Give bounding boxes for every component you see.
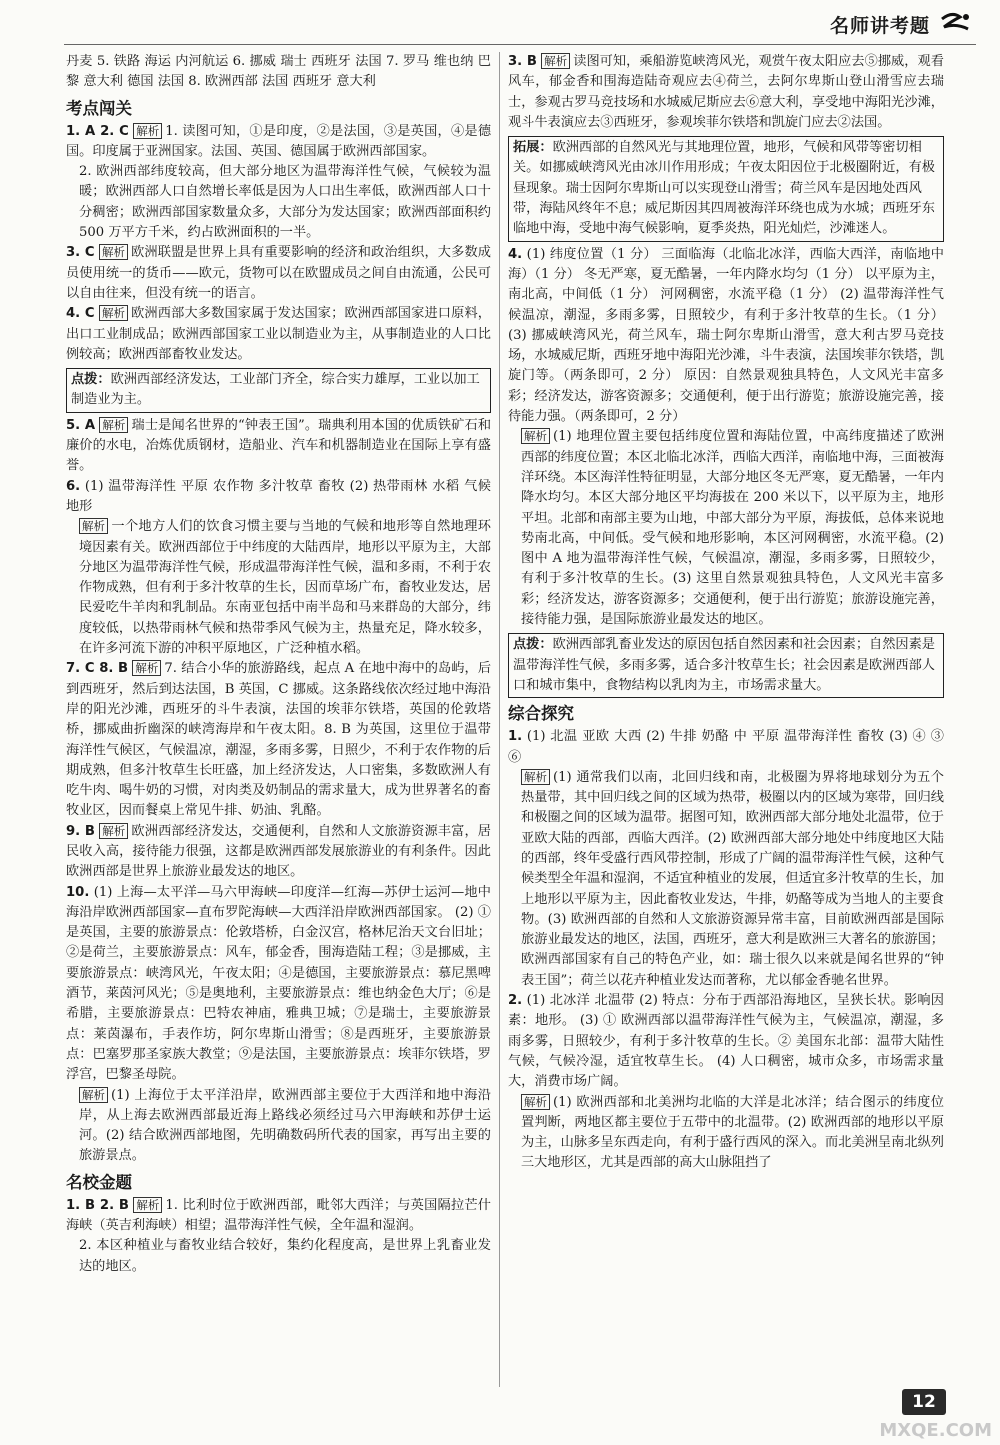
- tip-box: [66, 368, 491, 413]
- analysis-tag: 解析: [79, 1087, 108, 1103]
- answer-text: 瑞士是闻名世界的“钟表王国”。瑞典利用本国的优质铁矿石和廉价的水电，冶炼优质钢材，造船业、汽车和机器制造业在国际上享有盛誉。: [66, 417, 492, 474]
- answer-number: 1.: [508, 729, 523, 745]
- section-title: 考点闯关: [66, 98, 132, 118]
- explore-answer-1: [508, 727, 944, 768]
- site-watermark: MXQE.COM: [879, 1420, 992, 1441]
- extension-box: [508, 136, 944, 241]
- answer-text: 7. 结合小华的旅游路线，起点 A 在地中海中的岛屿，后到西班牙，然后到达法国，B 英国，C 挪威。这条路线依次经过地中海沿岸的阳光沙滩，西班牙的斗牛表演，法国的埃菲尔铁塔，英国的伦敦塔桥，挪威曲折幽深的峡湾海岸和午夜太阳。8. B 为英国，这里位于温带海洋性气候区，气候温凉，潮湿，多雨多雾，日照少，不利于农作物的后期成熟，但多汁牧草生长旺盛，加上经济发达，人口密集，多数欧洲人有吃牛肉、喝牛奶的习惯，对肉类及奶制品的需求量大，成为世界著名的畜牧业区，因而餐桌上常见牛排、奶油、乳酪。: [66, 661, 492, 819]
- answer-text: 欧洲西部经济发达，交通便利，自然和人文旅游资源丰富，居民收入高，接待能力很强，这都是欧洲西部发展旅游业的有利条件。因此欧洲西部是世界上旅游业最发达的地区。: [66, 823, 491, 880]
- analysis-tag: 解析: [79, 518, 108, 534]
- brand-logo-icon: [938, 11, 972, 37]
- analysis-text: 一个地方人们的饮食习惯主要与当地的气候和地形等自然地理环境因素有关。欧洲西部位于中纬度的大陆西岸，地形以平原为主，大部分地区为温带海洋性气候，形成温带海洋性气候，温和多雨，不利于农作物成熟，但有利于多汁牧草的生长，因而草场广布，畜牧业发达，居民爱吃牛羊肉和乳制品。东南亚包括中南半岛和马来群岛的大部分，纬度较低，以热带雨林气候和热带季风气候为主，热量充足，降水较多，在许多河流下游的冲积平原地区，广泛种植水稻。: [79, 519, 491, 657]
- answer-number: 4.: [508, 246, 523, 262]
- answer-number: 1. A 2. C: [66, 123, 129, 139]
- answer-number: 5. A: [66, 417, 96, 433]
- answer-text: 欧洲西部大多数国家属于发达国家；欧洲西部国家进口原料，出口工业制成品；欧洲西部国家工业以制造业为主，从事制造业的人口比例较高；欧洲西部畜牧业发达。: [66, 306, 491, 362]
- right-column: [508, 52, 944, 1174]
- column-divider: [499, 52, 500, 1387]
- answer-number: 10.: [66, 884, 90, 900]
- answer-text: 读图可知，乘船游览峡湾风光，观赏午夜太阳应去⑤挪威，观看风车，郁金香和围海造陆奇观应去④荷兰，去阿尔卑斯山登山滑雪应去瑞士，参观古罗马竞技场和水城威尼斯应去⑥意大利，享受地中海阳光沙滩，观斗牛表演应去③西班牙，参观埃菲尔铁塔和凯旋门应去②法国。: [508, 54, 944, 130]
- answer-number: 1. B 2. B: [66, 1197, 129, 1213]
- answer-number: 4. C: [66, 306, 95, 322]
- analysis-text: (1) 上海位于太平洋沿岸，欧洲西部主要位于大西洋和地中海沿岸，从上海去欧洲西部最近海上路线必须经过马六甲海峡和苏伊士运河。(2) 结合欧洲西部地图，先明确数码所代表的国家，再写出主要的旅游景点。: [79, 1087, 491, 1164]
- analysis-tag: 解析: [133, 1197, 162, 1213]
- explore-answer-2: [508, 991, 944, 1092]
- analysis-tag: 解析: [99, 417, 128, 433]
- analysis-explore-1: [508, 768, 944, 991]
- answer-text: (1) 北冰洋 北温带 (2) 特点：分布于西部沿海地区，呈狭长状。影响因素：地形。 (3) ① 欧洲西部以温带海洋性气候为主，气候温凉，潮湿，多雨多雾，日照较少，有利于多汁牧草的生长。② 美国东北部：温带大陆性气候，气候冷湿，适宜牧草生长。 (4) 人口稠密，城市众多，市场需求量大，消费市场广阔。: [508, 993, 944, 1090]
- analysis-tag: 解析: [132, 660, 161, 676]
- answer-text: (1) 纬度位置（1 分） 三面临海（北临北冰洋，西临大西洋，南临地中海）（1 分） 冬无严寒，夏无酷暑，一年内降水均匀（1 分） 以平原为主，南北高，中间低（1 分） 河网稠密，水流平稳（1 分） (2) 温带海洋性气候温凉，潮湿，多雨多雾，日照较少，有利于多汁牧草的生长。（1 分） (3) 挪威峡湾风光，荷兰风车，瑞士阿尔卑斯山滑雪，意大利古罗马竞技场，水城威尼斯，西班牙地中海阳光沙滩，斗牛表演，法国埃菲尔铁塔，凯旋门等。（两条即可，2 分） 原因：自然景观独具特色，人文风光丰富多彩；经济发达，游客资源多；交通便利，便于出行游览；旅游设施完善，接待能力强。（两条即可，2 分）: [508, 246, 944, 425]
- answer-text: 2. 本区种植业与畜牧业结合较好，集约化程度高，是世界上乳畜业发达的地区。: [79, 1238, 491, 1274]
- analysis-tag: 解析: [133, 123, 162, 139]
- analysis-tag: 解析: [99, 244, 128, 260]
- section-title: 名校金题: [66, 1172, 132, 1192]
- school-answer-4: [508, 245, 944, 428]
- tip-text: 欧洲西部经济发达，工业部门齐全，综合实力雄厚，工业以加工制造业为主。: [71, 372, 480, 408]
- intro-text: 丹麦 5. 铁路 海运 内河航运 6. 挪威 瑞士 西班牙 法国 7. 罗马 维也纳 巴黎 意大利 德国 法国 8. 欧洲西部 法国 西班牙 意大利: [66, 54, 491, 90]
- answer-10: [66, 883, 491, 1086]
- analysis-10: [66, 1086, 491, 1167]
- answer-number: 9. B: [66, 823, 95, 839]
- answer-text: 1. 比利时位于欧洲西部，毗邻大西洋；与英国隔拉芒什海峡（英吉利海峡）相望；温带海洋性气候，全年温和湿润。: [66, 1197, 491, 1234]
- analysis-tag: 解析: [521, 428, 550, 444]
- analysis-text: (1) 通常我们以南，北回归线和南，北极圈为界将地球划分为五个热量带，其中回归线之间的区域为热带，极圈以内的区域为寒带，回归线和极圈之间的区域为温带。据图可知，欧洲西部大部分地处北温带，位于亚欧大陆的西部，西临大西洋。(2) 欧洲西部大部分地处中纬度地区大陆的西部，终年受盛行西风带控制，形成了广阔的温带海洋性气候，这种气候类型全年温和湿润，不适宜种植业的发展，但适宜多汁牧草的生长，加上地形以平原为主，因此畜牧业发达，牛排，奶酪等成为当地人的主要食物。(3) 欧洲西部的自然和人文旅游资源异常丰富，目前欧洲西部是国际旅游业最发达的地区，法国，西班牙，意大利是欧洲三大著名的旅游国；欧洲西部国家有自己的特色产业，如：瑞士很久以来就是闻名世界的“钟表王国”；荷兰以花卉种植业发达而著称，尤以郁金香驰名世界。: [521, 769, 944, 988]
- analysis-tag: 解析: [541, 53, 570, 69]
- answer-text: 欧洲联盟是世界上具有重要影响的经济和政治组织，大多数成员使用统一的货币——欧元，货物可以在欧盟成员之间自由流通，公民可以自由往来，但没有统一的语言。: [66, 245, 491, 301]
- analysis-text: (1) 地理位置主要包括纬度位置和海陆位置，中高纬度描述了欧洲西部的纬度位置；本区北临北冰洋，西临大西洋，南临地中海，三面被海洋环绕。本区海洋性特征明显，大部分地区冬无严寒，夏无酷暑，一年内降水均匀。本区大部分地区平均海拔在 200 米以下，以平原为主，地形平坦。北部和南部主要为山地，中部大部分为平原，海拔低，总体来说地势南北高，中间低。受气候和地形影响，本区河网稠密，水流平稳。(2) 图中 A 地为温带海洋性气候，气候温凉，潮湿，多雨多雾，日照较少，有利于多汁牧草的生长。(3) 这里自然景观独具特色，人文风光丰富多彩；经济发达，游客资源多；交通便利，便于出行游览；旅游设施完善，接待能力强，是国际旅游业最发达的地区。: [521, 429, 944, 628]
- answer-9: [66, 822, 491, 883]
- answer-4: [66, 304, 491, 365]
- school-answer-1: [66, 1196, 491, 1237]
- analysis-4: [508, 427, 944, 630]
- page-number: 12: [902, 1389, 946, 1415]
- header-rule: [64, 44, 976, 45]
- analysis-tag: 解析: [99, 823, 128, 839]
- tip-text: 欧洲西部乳畜业发达的原因包括自然因素和社会因素；自然因素是温带海洋性气候，多雨多雾，适合多汁牧草生长；社会因素是欧洲西部人口和城市集中，食物结构以乳肉为主，市场需求量大。: [513, 637, 935, 693]
- analysis-tag: 解析: [99, 305, 128, 321]
- answer-text: (1) 北温 亚欧 大西 (2) 牛排 奶酪 中 平原 温带海洋性 畜牧 (3) ④ ③ ⑥: [508, 729, 944, 765]
- answer-text: 1. 读图可知，①是印度，②是法国，③是英国，④是德国。印度属于亚洲国家。法国、英国、德国属于欧洲西部国家。: [66, 123, 492, 159]
- analysis-text: (1) 欧洲西部和北美洲均北临的大洋是北冰洋；结合图示的纬度位置判断，两地区都主要位于五带中的北温带。(2) 欧洲西部的地形以平原为主，山脉多呈东西走向，有利于盛行西风的深入。而北美洲呈南北纵列三大地形区，尤其是西部的高大山脉阻挡了: [521, 1094, 944, 1171]
- answer-5: [66, 416, 491, 477]
- brand-title: 名师讲考题: [829, 14, 930, 37]
- extension-text: 欧洲西部的自然风光与其地理位置，地形，气候和风带等密切相关。如挪威峡湾风光由冰川作用形成；午夜太阳因位于北极圈附近，有极昼现象。瑞士因阿尔卑斯山可以实现登山滑雪；荷兰风车是因地处西风带，海陆风终年不息；威尼斯因其四周被海洋环绕也成为水城；西班牙东临地中海，受地中海气候影响，夏季炎热，阳光灿烂，沙滩迷人。: [513, 140, 935, 237]
- answer-number: 3. C: [66, 245, 95, 261]
- section-title: 综合探究: [508, 704, 574, 724]
- answer-number: 6.: [66, 478, 81, 494]
- header: [830, 6, 972, 42]
- answer-number: 2.: [508, 993, 523, 1009]
- school-answer-3: [508, 52, 944, 133]
- tip-box: [508, 633, 944, 698]
- analysis-6: [66, 517, 491, 659]
- answer-7: [66, 659, 491, 821]
- extension-label: 拓展：: [513, 140, 553, 156]
- left-column: [66, 52, 491, 1277]
- answer-1: [66, 122, 491, 163]
- answer-6: [66, 477, 491, 518]
- answer-text: (1) 温带海洋性 平原 农作物 多汁牧草 畜牧 (2) 热带雨林 水稻 气候 地形: [66, 478, 491, 514]
- tip-label: 点拨：: [513, 637, 553, 653]
- answer-3: [66, 243, 491, 304]
- analysis-tag: 解析: [521, 769, 550, 785]
- analysis-tag: 解析: [521, 1094, 550, 1110]
- answer-number: 3. B: [508, 54, 537, 69]
- answer-number: 7. C 8. B: [66, 661, 129, 677]
- tip-label: 点拨：: [71, 372, 111, 388]
- answer-text: (1) 上海—太平洋—马六甲海峡—印度洋—红海—苏伊士运河—地中海沿岸欧洲西部国家—直布罗陀海峡—大西洋沿岸欧洲西部国家。 (2) ①是英国，主要的旅游景点：伦敦塔桥，白金汉宫，格林尼治天文台旧址；②是荷兰，主要旅游景点：风车，郁金香，围海造陆工程；③是挪威，主要旅游景点：峡湾风光，午夜太阳；④是德国，主要旅游景点：慕尼黑啤酒节，莱茵河风光；⑤是奥地利，主要旅游景点：维也纳金色大厅；⑥是希腊，主要旅游景点：巴特农神庙，雅典卫城；⑦是瑞士，主要旅游景点：莱茵瀑布，手表作坊，阿尔卑斯山滑雪；⑧是西班牙，主要旅游景点：巴塞罗那圣家族大教堂；⑨是法国，主要旅游景点：埃菲尔铁塔，罗浮宫，巴黎圣母院。: [66, 884, 491, 1083]
- answer-text: 2. 欧洲西部纬度较高，但大部分地区为温带海洋性气候，气候较为温暖；欧洲西部人口自然增长率低是因为人口出生率低，欧洲西部人口十分稠密；欧洲西部国家数量众多，大部分为发达国家；欧洲西部面积约 500 万平方千米，约占欧洲面积的一半。: [79, 164, 491, 241]
- analysis-explore-2: [508, 1093, 944, 1174]
